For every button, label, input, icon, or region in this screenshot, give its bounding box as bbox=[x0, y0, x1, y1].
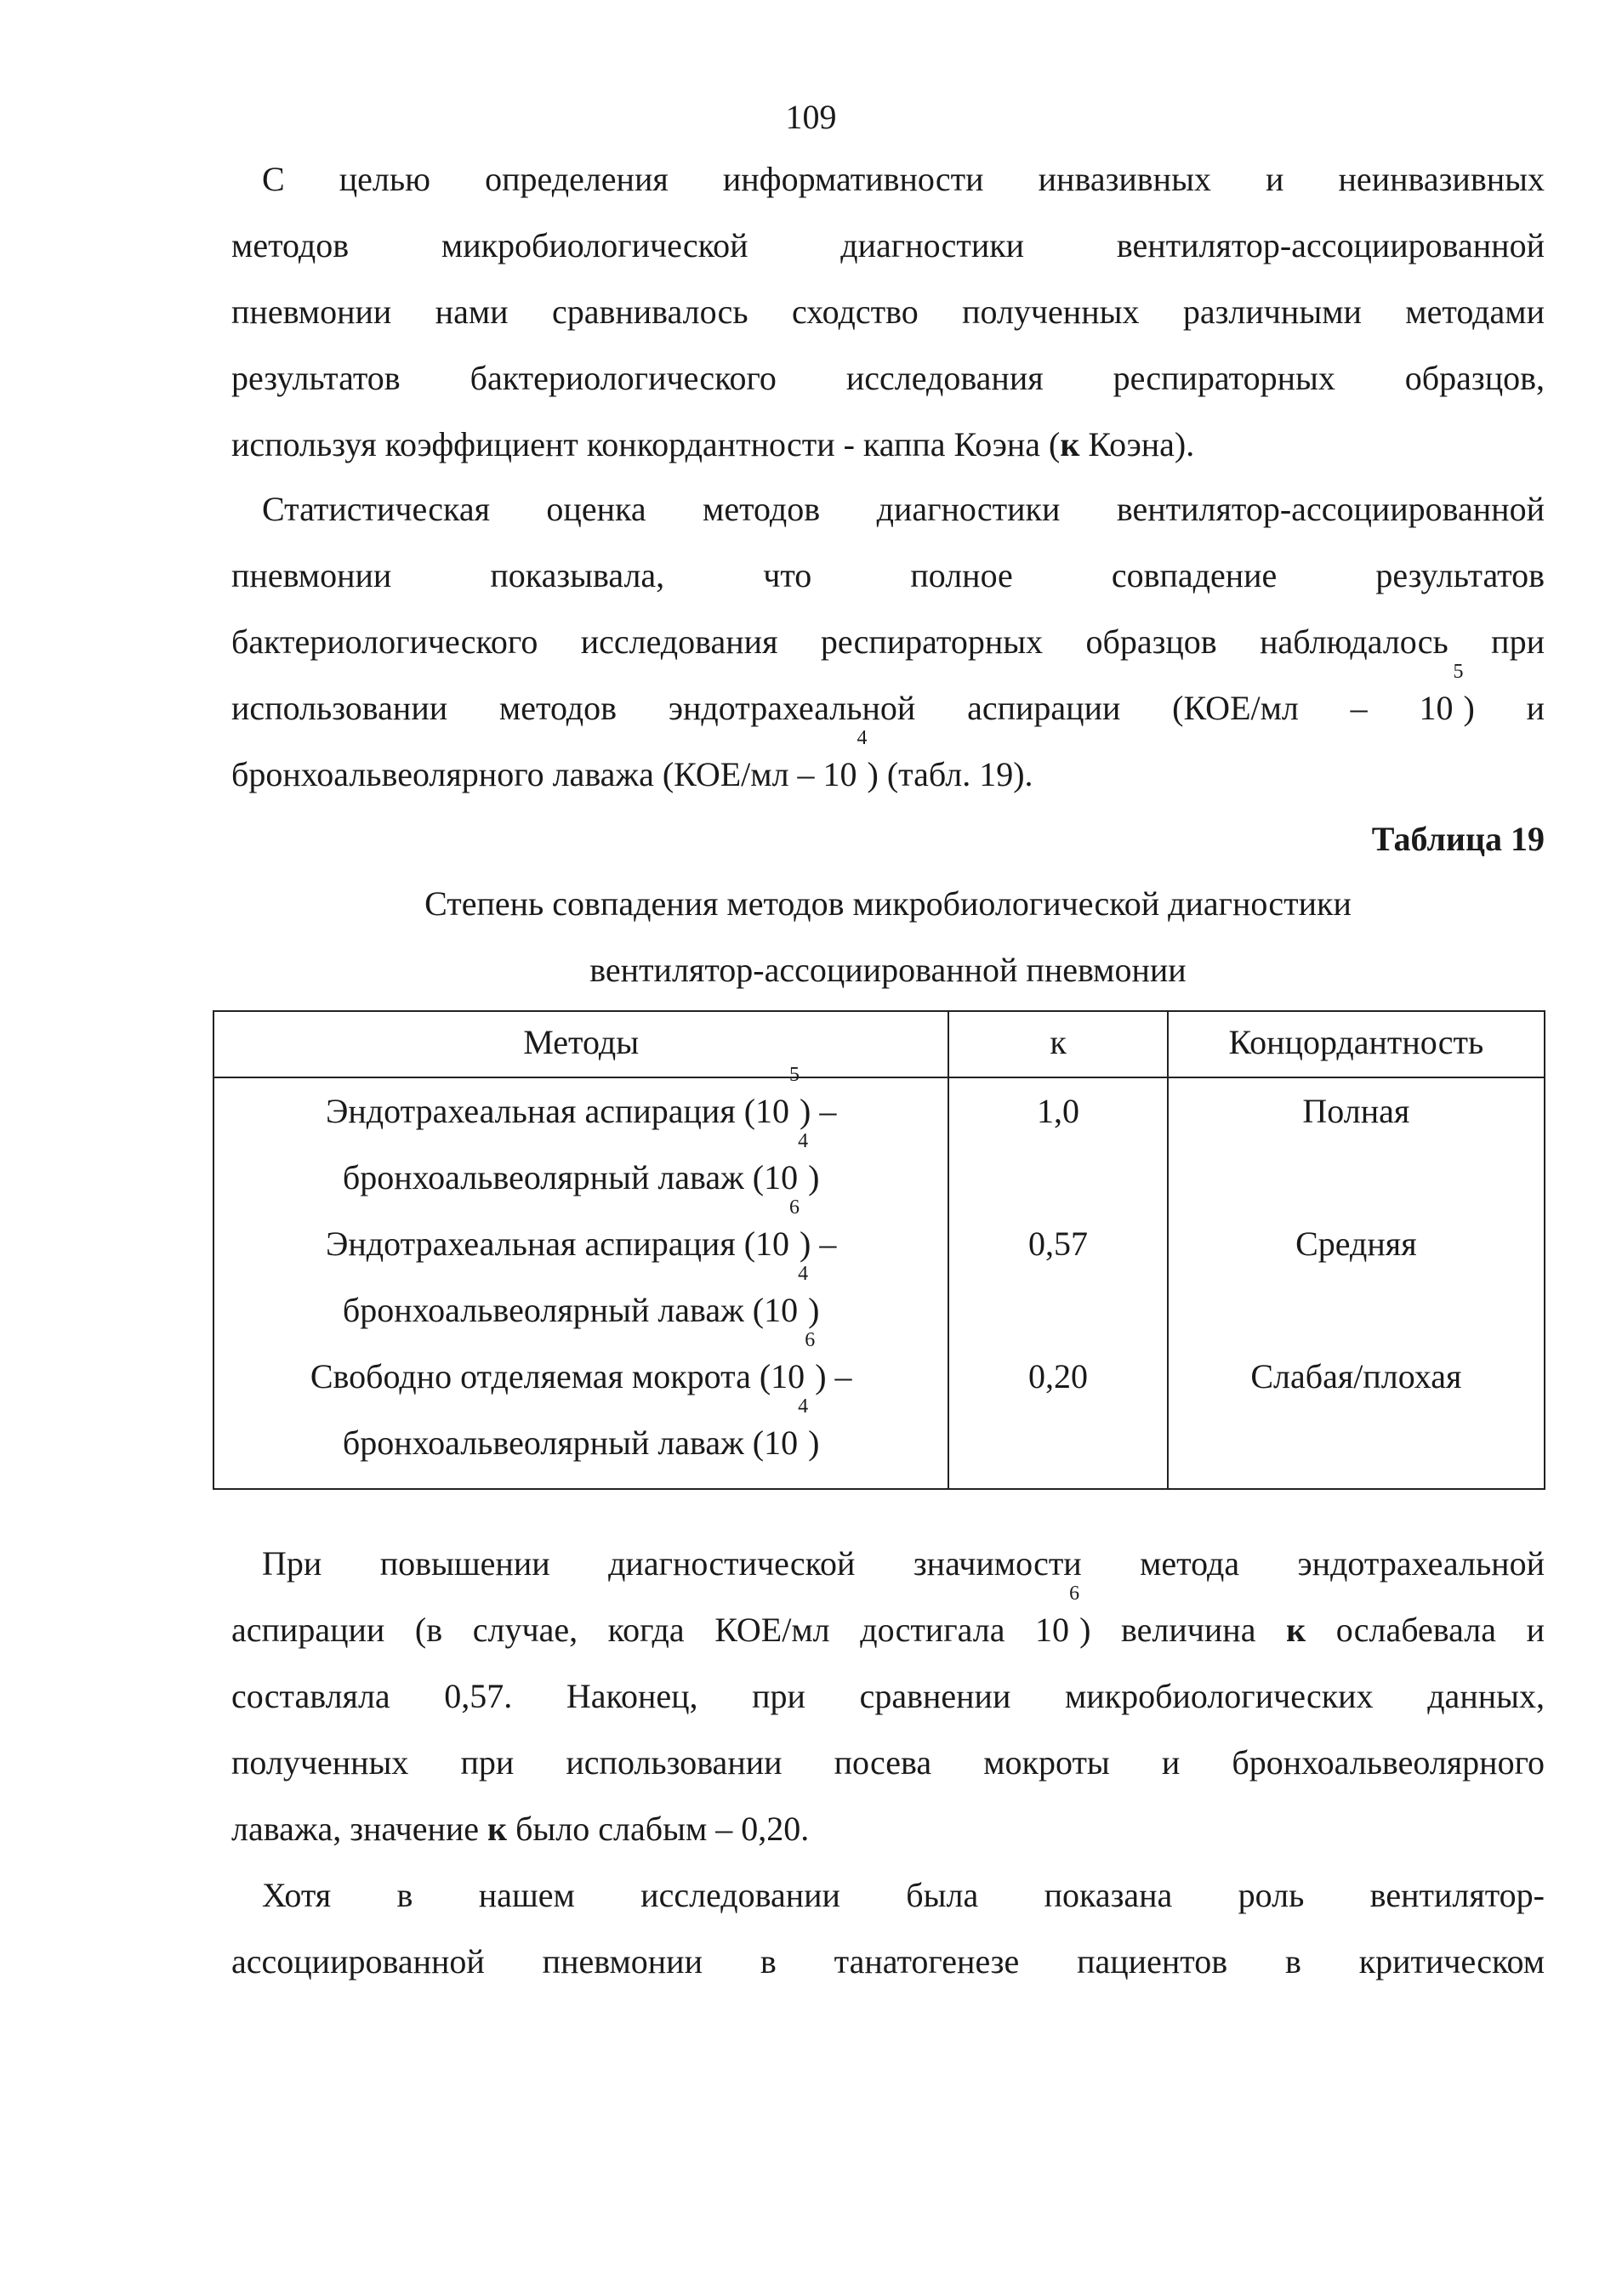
method-line bbox=[223, 1130, 939, 1211]
text-line: При повышении диагностической значимости метода эндотрахеальной bbox=[262, 1544, 1545, 1583]
text-line bbox=[231, 412, 1545, 478]
page-number: 109 bbox=[785, 98, 837, 136]
cell-kappa: 0,20 bbox=[948, 1344, 1167, 1489]
text-fragment: ) – bbox=[800, 1225, 837, 1263]
text-fragment: аспирации (в случае, когда КОЕ/мл достигала 10 bbox=[231, 1611, 1070, 1649]
text-line: Хотя в нашем исследовании была показана роль вентилятор- bbox=[262, 1876, 1545, 1914]
superscript: 5 bbox=[1453, 661, 1464, 683]
header-kappa: к bbox=[948, 1011, 1167, 1077]
text-fragment: бронхоальвеолярный лаваж (10 bbox=[342, 1424, 799, 1462]
table-row bbox=[213, 1344, 1545, 1489]
caption-line: Степень совпадения методов микробиологической диагностики bbox=[424, 884, 1352, 923]
kappa-symbol: к bbox=[487, 1810, 508, 1848]
text-line: пневмонии показывала, что полное совпадение результатов bbox=[231, 556, 1545, 594]
text-fragment: используя коэффициент конкордантности - каппа Коэна ( bbox=[231, 425, 1061, 463]
table-caption bbox=[231, 871, 1545, 1003]
text-line bbox=[231, 661, 1545, 742]
text-fragment: ) bbox=[808, 1424, 820, 1462]
text-fragment: ) и bbox=[1463, 689, 1545, 727]
text-fragment: использовании методов эндотрахеальной аспирации (КОЕ/мл – 10 bbox=[231, 689, 1454, 727]
text-fragment: было слабым – 0,20. bbox=[507, 1810, 810, 1848]
paragraph-diagnostic-significance bbox=[231, 1531, 1545, 1862]
paragraph-thanatogenesis bbox=[231, 1862, 1545, 1995]
table-row bbox=[213, 1077, 1545, 1211]
text-line: пневмонии нами сравнивалось сходство полученных различными методами bbox=[231, 293, 1545, 331]
superscript: 6 bbox=[1069, 1583, 1080, 1605]
text-fragment: ) bbox=[808, 1158, 820, 1196]
text-line bbox=[231, 1796, 1545, 1862]
paragraph-statistical-assessment bbox=[231, 476, 1545, 808]
cell-concordance: Полная bbox=[1168, 1077, 1545, 1211]
cell-concordance: Средняя bbox=[1168, 1211, 1545, 1344]
text-line bbox=[231, 727, 1545, 808]
cell-method bbox=[213, 1196, 948, 1344]
cell-method bbox=[213, 1329, 948, 1489]
cell-concordance: Слабая/плохая bbox=[1168, 1344, 1545, 1489]
text-fragment: Эндотрахеальная аспирация (10 bbox=[325, 1092, 790, 1130]
text-line: ассоциированной пневмонии в танатогенезе пациентов в критическом bbox=[231, 1942, 1545, 1981]
method-line bbox=[223, 1064, 939, 1145]
concordance-table bbox=[213, 1010, 1545, 1490]
table-label: Таблица 19 bbox=[1371, 820, 1545, 858]
superscript: 6 bbox=[789, 1196, 800, 1219]
table-header-row bbox=[213, 1011, 1545, 1077]
text-fragment: бронхоальвеолярного лаважа (КОЕ/мл – 10 bbox=[231, 755, 857, 793]
method-line bbox=[223, 1329, 939, 1410]
paragraph-cohen-kappa-intro bbox=[231, 146, 1545, 478]
text-line: Статистическая оценка методов диагностики вентилятор-ассоциированной bbox=[262, 490, 1545, 528]
superscript: 6 bbox=[805, 1329, 816, 1351]
table-row bbox=[213, 1211, 1545, 1344]
superscript: 4 bbox=[798, 1395, 809, 1418]
text-line: бактериологического исследования респираторных образцов наблюдалось при bbox=[231, 622, 1545, 661]
header-methods: Методы bbox=[213, 1011, 948, 1077]
superscript: 4 bbox=[798, 1130, 809, 1152]
text-line: результатов бактериологического исследования респираторных образцов, bbox=[231, 359, 1545, 397]
superscript: 4 bbox=[857, 727, 868, 749]
text-fragment: бронхоальвеолярный лаваж (10 bbox=[342, 1158, 799, 1196]
text-line: полученных при использовании посева мокроты и бронхоальвеолярного bbox=[231, 1743, 1545, 1782]
kappa-symbol: к bbox=[1286, 1611, 1306, 1649]
text-line: составляла 0,57. Наконец, при сравнении микробиологических данных, bbox=[231, 1677, 1545, 1715]
superscript: 4 bbox=[798, 1263, 809, 1285]
text-fragment: лаважа, значение bbox=[231, 1810, 488, 1848]
text-fragment: ослабевала и bbox=[1306, 1611, 1545, 1649]
cell-kappa: 1,0 bbox=[948, 1077, 1167, 1211]
method-line bbox=[223, 1395, 939, 1476]
method-line bbox=[223, 1263, 939, 1344]
caption-line: вентилятор-ассоциированной пневмонии bbox=[589, 951, 1187, 989]
cell-kappa: 0,57 bbox=[948, 1211, 1167, 1344]
superscript: 5 bbox=[789, 1064, 800, 1086]
kappa-symbol: к bbox=[1060, 425, 1080, 463]
header-concordance: Концордантность bbox=[1168, 1011, 1545, 1077]
method-line bbox=[223, 1196, 939, 1277]
text-fragment: Свободно отделяемая мокрота (10 bbox=[310, 1357, 805, 1395]
text-fragment: Коэна). bbox=[1079, 425, 1195, 463]
text-fragment: ) – bbox=[800, 1092, 837, 1130]
cell-method bbox=[213, 1064, 948, 1211]
text-line bbox=[231, 1583, 1545, 1663]
text-line: методов микробиологической диагностики вентилятор-ассоциированной bbox=[231, 226, 1545, 264]
text-fragment: ) величина bbox=[1079, 1611, 1287, 1649]
text-fragment: бронхоальвеолярный лаваж (10 bbox=[342, 1291, 799, 1329]
text-fragment: ) (табл. 19). bbox=[867, 755, 1033, 793]
text-line: С целью определения информативности инвазивных и неинвазивных bbox=[262, 160, 1545, 198]
text-fragment: Эндотрахеальная аспирация (10 bbox=[325, 1225, 790, 1263]
text-fragment: ) – bbox=[815, 1357, 852, 1395]
text-fragment: ) bbox=[808, 1291, 820, 1329]
